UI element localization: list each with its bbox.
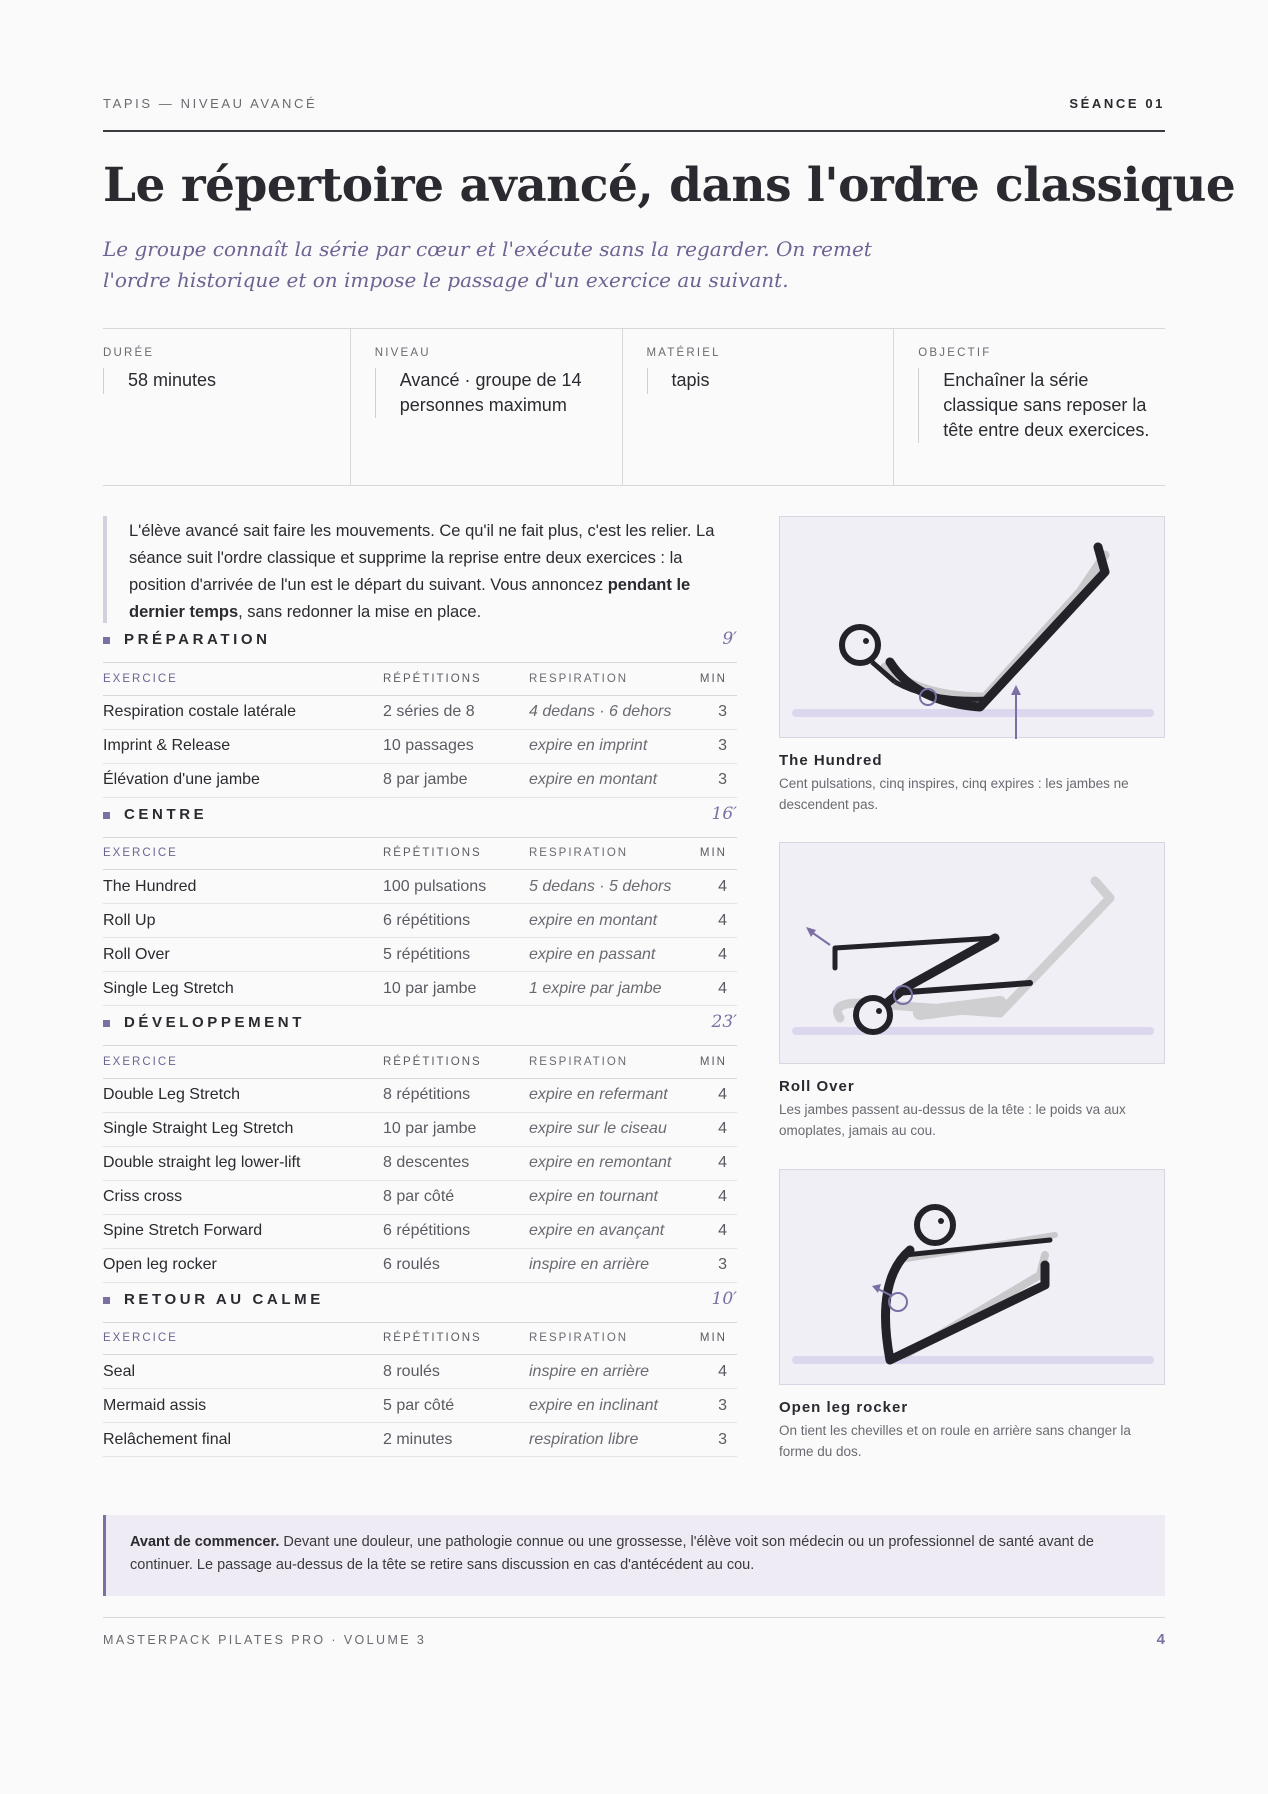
- section-header: [103, 623, 737, 663]
- exercise-min: 4: [699, 870, 737, 904]
- table-header-row: [103, 1046, 737, 1078]
- section-name: DÉVELOPPEMENT: [124, 1014, 305, 1031]
- exercise-reps: 5 répétitions: [383, 938, 529, 972]
- section-header: [103, 798, 737, 838]
- stick-figure-illustration: [780, 517, 1166, 739]
- exercise-reps: 5 par côté: [383, 1389, 529, 1423]
- exercise-min: 4: [699, 1180, 737, 1214]
- table-row: [103, 729, 737, 763]
- meta-value: 58 minutes: [103, 368, 350, 394]
- exercise-name: Single Straight Leg Stretch: [103, 1112, 383, 1146]
- section-bullet-icon: [103, 812, 110, 819]
- exercise-breath: inspire en arrière: [529, 1248, 699, 1282]
- exercise-name: Double Leg Stretch: [103, 1078, 383, 1112]
- table-row: [103, 904, 737, 938]
- exercise-table: [103, 1323, 737, 1458]
- exercise-reps: 100 pulsations: [383, 870, 529, 904]
- table-row: [103, 1146, 737, 1180]
- col-exercise: EXERCICE: [103, 1323, 383, 1355]
- exercise-reps: 10 par jambe: [383, 972, 529, 1006]
- exercise-breath: 1 expire par jambe: [529, 972, 699, 1006]
- table-row: [103, 1389, 737, 1423]
- col-exercise: EXERCICE: [103, 1046, 383, 1078]
- col-reps: RÉPÉTITIONS: [383, 838, 529, 870]
- exercise-table: [103, 1046, 737, 1283]
- table-row: [103, 1355, 737, 1389]
- exercise-breath: 5 dedans · 5 dehors: [529, 870, 699, 904]
- footer-title: MASTERPACK PILATES PRO · VOLUME 3: [103, 1633, 427, 1647]
- intro-text: L'élève avancé sait faire les mouvements. Ce qu'il ne fait plus, c'est les relier. La séance suit l'ordre classique et supprime la reprise entre deux exercices : la position d'arrivée de l'un est le départ du suivant. Vous annoncez: [129, 522, 715, 594]
- exercise-min: 3: [699, 763, 737, 797]
- exercise-reps: 8 répétitions: [383, 1078, 529, 1112]
- footer: [103, 1617, 1165, 1657]
- figure-caption: Cent pulsations, cinq inspires, cinq expires : les jambes ne descendent pas.: [779, 776, 1129, 812]
- exercise-reps: 8 descentes: [383, 1146, 529, 1180]
- safety-warning: [103, 1515, 1165, 1596]
- col-breath: RESPIRATION: [529, 663, 699, 695]
- table-row: [103, 763, 737, 797]
- top-bar: [103, 96, 1165, 132]
- col-reps: RÉPÉTITIONS: [383, 1046, 529, 1078]
- exercise-name: Single Leg Stretch: [103, 972, 383, 1006]
- page-title: Le répertoire avancé, dans l'ordre classique: [103, 158, 1236, 213]
- exercise-breath: inspire en arrière: [529, 1355, 699, 1389]
- col-exercise: EXERCICE: [103, 663, 383, 695]
- exercise-reps: 8 par côté: [383, 1180, 529, 1214]
- exercise-name: Imprint & Release: [103, 729, 383, 763]
- section-minutes: 16′: [711, 803, 737, 824]
- meta-bar: [103, 328, 1165, 486]
- exercise-breath: expire en remontant: [529, 1146, 699, 1180]
- meta-equipment: [622, 329, 894, 485]
- col-min: MIN: [699, 1323, 737, 1355]
- exercise-breath: expire en refermant: [529, 1078, 699, 1112]
- table-row: [103, 1180, 737, 1214]
- exercise-reps: 2 minutes: [383, 1423, 529, 1457]
- table-row: [103, 1248, 737, 1282]
- table-row: [103, 972, 737, 1006]
- meta-level: [350, 329, 622, 485]
- warning-title: Avant de commencer.: [130, 1534, 280, 1550]
- exercise-name: Spine Stretch Forward: [103, 1214, 383, 1248]
- exercise-reps: 6 répétitions: [383, 1214, 529, 1248]
- exercise-breath: expire en tournant: [529, 1180, 699, 1214]
- exercise-min: 3: [699, 695, 737, 729]
- section-minutes: 23′: [711, 1012, 737, 1032]
- meta-label: OBJECTIF: [918, 347, 992, 359]
- meta-label: MATÉRIEL: [646, 347, 721, 359]
- table-row: [103, 1214, 737, 1248]
- section-bullet-icon: [103, 637, 110, 644]
- table-row: [103, 1423, 737, 1457]
- section-name: CENTRE: [124, 805, 208, 823]
- exercise-name: The Hundred: [103, 870, 383, 904]
- figure-title: Roll Over: [779, 1078, 855, 1095]
- exercise-name: Seal: [103, 1355, 383, 1389]
- page-number: 4: [1156, 1631, 1165, 1648]
- exercise-min: 4: [699, 1146, 737, 1180]
- col-min: MIN: [699, 838, 737, 870]
- meta-label: NIVEAU: [374, 347, 431, 359]
- col-breath: RESPIRATION: [529, 838, 699, 870]
- figure-open-leg-rocker: [779, 1169, 1165, 1385]
- exercise-reps: 6 répétitions: [383, 904, 529, 938]
- exercise-breath: expire en imprint: [529, 729, 699, 763]
- col-min: MIN: [699, 663, 737, 695]
- exercise-reps: 10 passages: [383, 729, 529, 763]
- stick-figure-illustration: [780, 1170, 1166, 1386]
- exercise-breath: expire en inclinant: [529, 1389, 699, 1423]
- section-name: PRÉPARATION: [124, 631, 271, 648]
- exercise-table: [103, 838, 737, 1007]
- intro-end: , sans redonner la mise en place.: [238, 603, 482, 621]
- table-header-row: [103, 663, 737, 695]
- section-name: RETOUR AU CALME: [124, 1290, 324, 1308]
- exercise-breath: 4 dedans · 6 dehors: [529, 695, 699, 729]
- exercise-reps: 10 par jambe: [383, 1112, 529, 1146]
- exercise-breath: respiration libre: [529, 1423, 699, 1457]
- figure-roll-over: [779, 842, 1165, 1064]
- figure-caption: On tient les chevilles et on roule en arrière sans changer la forme du dos.: [779, 1423, 1131, 1459]
- figure-title: Open leg rocker: [779, 1399, 909, 1416]
- table-header-row: [103, 838, 737, 870]
- table-header-row: [103, 1323, 737, 1355]
- exercise-min: 4: [699, 1214, 737, 1248]
- exercise-reps: 8 roulés: [383, 1355, 529, 1389]
- exercise-name: Élévation d'une jambe: [103, 763, 383, 797]
- warning-text: Devant une douleur, une pathologie connue ou une grossesse, l'élève voit son médecin ou un professionnel de santé avant de continuer. Le passage au-dessus de la tête se retire sans discussion en cas d'antécédent au cou.: [130, 1534, 1094, 1573]
- meta-value: tapis: [647, 368, 894, 394]
- intro-bold: pendant le dernier temps: [129, 576, 691, 621]
- exercise-breath: expire en passant: [529, 938, 699, 972]
- meta-duration: [103, 329, 350, 485]
- table-row: [103, 938, 737, 972]
- header-session: SÉANCE 01: [1069, 96, 1165, 111]
- exercise-name: Mermaid assis: [103, 1389, 383, 1423]
- table-row: [103, 1078, 737, 1112]
- exercise-reps: 6 roulés: [383, 1248, 529, 1282]
- exercise-reps: 2 séries de 8: [383, 695, 529, 729]
- exercise-breath: expire en montant: [529, 904, 699, 938]
- exercise-min: 3: [699, 1248, 737, 1282]
- exercise-name: Criss cross: [103, 1180, 383, 1214]
- table-row: [103, 870, 737, 904]
- exercise-name: Respiration costale latérale: [103, 695, 383, 729]
- meta-objective: [893, 329, 1165, 485]
- figures-column: [779, 516, 1165, 1462]
- table-row: [103, 695, 737, 729]
- col-reps: RÉPÉTITIONS: [383, 1323, 529, 1355]
- exercise-min: 3: [699, 729, 737, 763]
- exercise-breath: expire en montant: [529, 763, 699, 797]
- section-bullet-icon: [103, 1297, 110, 1304]
- header-category: TAPIS — NIVEAU AVANCÉ: [103, 96, 318, 111]
- exercise-name: Double straight leg lower-lift: [103, 1146, 383, 1180]
- exercise-min: 4: [699, 1112, 737, 1146]
- exercise-name: Relâchement final: [103, 1423, 383, 1457]
- exercise-min: 3: [699, 1423, 737, 1457]
- meta-value: Avancé · groupe de 14 personnes maximum: [375, 368, 622, 418]
- exercise-name: Roll Up: [103, 904, 383, 938]
- session-plan: [103, 516, 737, 1457]
- col-reps: RÉPÉTITIONS: [383, 663, 529, 695]
- exercise-breath: expire sur le ciseau: [529, 1112, 699, 1146]
- section-bullet-icon: [103, 1020, 110, 1027]
- section-header: [103, 1283, 737, 1323]
- col-exercise: EXERCICE: [103, 838, 383, 870]
- section-header: [103, 1006, 737, 1046]
- section-minutes: 10′: [711, 1288, 737, 1309]
- col-min: MIN: [699, 1046, 737, 1078]
- meta-value: Enchaîner la série classique sans reposer la tête entre deux exercices.: [918, 368, 1165, 443]
- exercise-name: Roll Over: [103, 938, 383, 972]
- exercise-min: 3: [699, 1389, 737, 1423]
- exercise-min: 4: [699, 1078, 737, 1112]
- exercise-reps: 8 par jambe: [383, 763, 529, 797]
- stick-figure-illustration: [780, 843, 1166, 1055]
- intro-quote: [103, 516, 737, 623]
- figure-title: The Hundred: [779, 752, 883, 769]
- section-minutes: 9′: [722, 629, 737, 649]
- exercise-min: 4: [699, 1355, 737, 1389]
- exercise-name: Open leg rocker: [103, 1248, 383, 1282]
- lead-paragraph: Le groupe connaît la série par cœur et l'exécute sans la regarder. On remet l'ordre historique et on impose le passage d'un exercice au suivant.: [103, 237, 872, 292]
- col-breath: RESPIRATION: [529, 1046, 699, 1078]
- meta-label: DURÉE: [103, 347, 155, 359]
- exercise-min: 4: [699, 938, 737, 972]
- exercise-min: 4: [699, 904, 737, 938]
- exercise-min: 4: [699, 972, 737, 1006]
- exercise-table: [103, 663, 737, 798]
- sections-container: [103, 623, 737, 1457]
- figure-caption: Les jambes passent au-dessus de la tête : le poids va aux omoplates, jamais au cou.: [779, 1102, 1126, 1138]
- exercise-breath: expire en avançant: [529, 1214, 699, 1248]
- col-breath: RESPIRATION: [529, 1323, 699, 1355]
- figure-hundred: [779, 516, 1165, 738]
- table-row: [103, 1112, 737, 1146]
